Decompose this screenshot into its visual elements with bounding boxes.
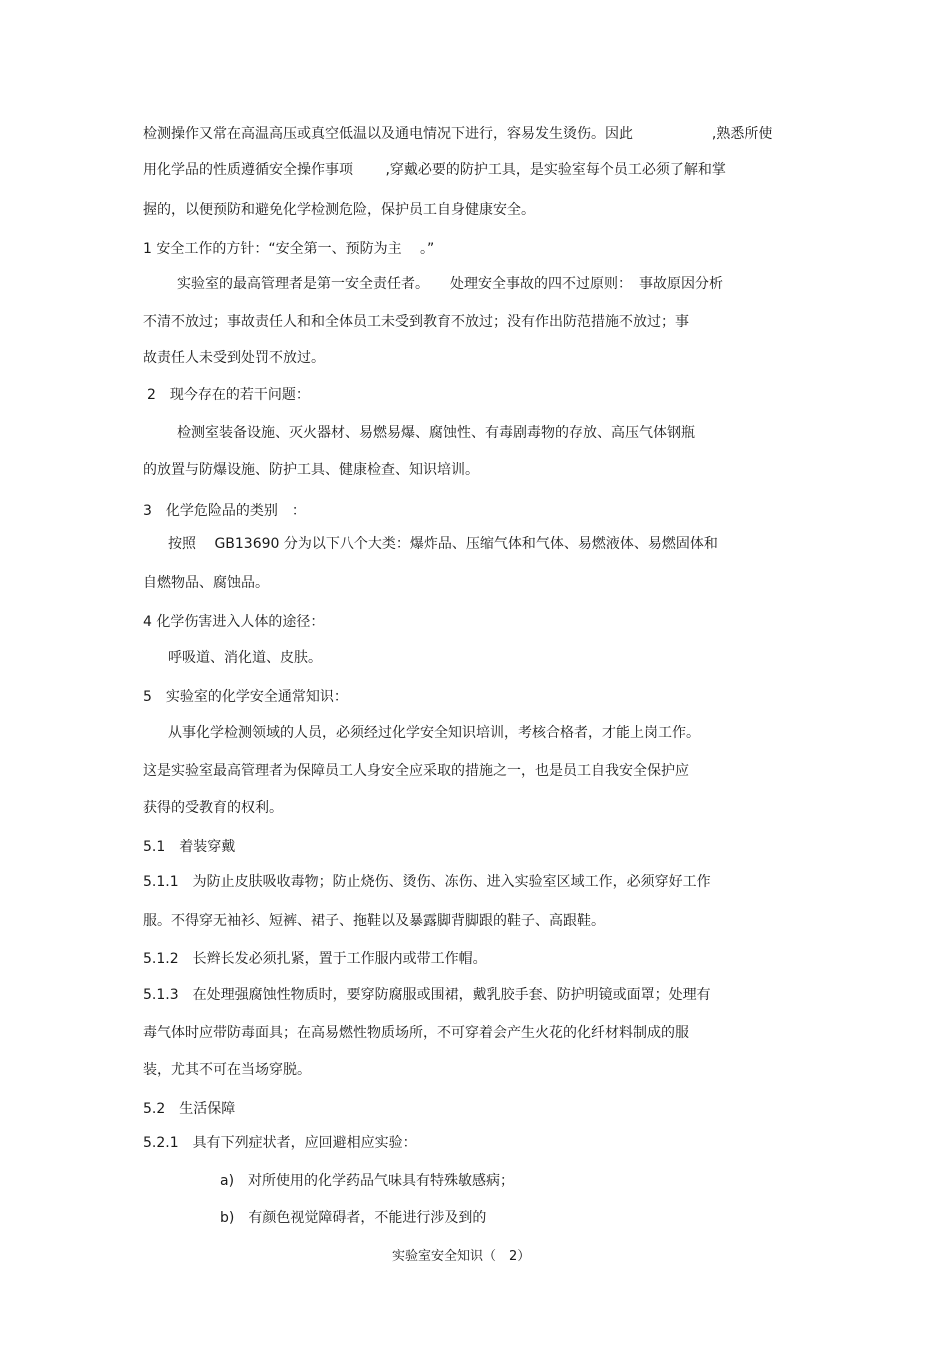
paragraph-line: 呼吸道、消化道、皮肤。 [168,650,322,666]
paragraph-line: 毒气体时应带防毒面具；在高易燃性物质场所，不可穿着会产生火花的化纤材料制成的服 [143,1025,689,1041]
paragraph-line: 获得的受教育的权利。 [143,800,283,816]
paragraph-line: 服。不得穿无袖衫、短裤、裙子、拖鞋以及暴露脚背脚跟的鞋子、高跟鞋。 [143,913,605,929]
section-heading: 5 实验室的化学安全通常知识： [143,689,348,705]
paragraph-line: 自燃物品、腐蚀品。 [143,575,269,591]
section-heading: 3 化学危险品的类别 ： [143,503,306,519]
paragraph-line: 5.1.2 长辫长发必须扎紧，置于工作服内或带工作帽。 [143,951,487,967]
list-item: a) 对所使用的化学药品气味具有特殊敏感病； [220,1173,515,1189]
page-footer: 实验室安全知识（ 2） [392,1249,531,1264]
paragraph-line: 装，尤其不可在当场穿脱。 [143,1062,311,1078]
paragraph-line: 这是实验室最高管理者为保障员工人身安全应采取的措施之一，也是员工自我安全保护应 [143,763,689,779]
paragraph-line: 检测室装备设施、灭火器材、易燃易爆、腐蚀性、有毒剧毒物的存放、高压气体钢瓶 [177,425,695,441]
paragraph-line: 按照 GB13690 分为以下八个大类：爆炸品、压缩气体和气体、易燃液体、易燃固体和 [168,536,718,552]
paragraph-line: 用化学品的性质遵循安全操作事项 ,穿戴必要的防护工具，是实验室每个员工必须了解和掌 [143,162,726,178]
paragraph-line: 从事化学检测领域的人员，必须经过化学安全知识培训，考核合格者，才能上岗工作。 [168,725,700,741]
paragraph-line: 握的，以便预防和避免化学检测危险，保护员工自身健康安全。 [143,202,535,218]
section-heading: 4 化学伤害进入人体的途径： [143,614,325,630]
paragraph-line: 的放置与防爆设施、防护工具、健康检查、知识培训。 [143,462,479,478]
paragraph-line: 5.2.1 具有下列症状者，应回避相应实验： [143,1135,417,1151]
paragraph-line: 5.1.3 在处理强腐蚀性物质时，要穿防腐服或围裙，戴乳胶手套、防护明镜或面罩；处理有 [143,987,711,1003]
paragraph-line: 实验室的最高管理者是第一安全责任者。 处理安全事故的四不过原则： 事故原因分析 [177,276,723,292]
paragraph-line: 故责任人未受到处罚不放过。 [143,350,325,366]
section-heading: 5.1 着装穿戴 [143,839,236,855]
paragraph-line: 5.1.1 为防止皮肤吸收毒物；防止烧伤、烫伤、冻伤、进入实验室区域工作，必须穿好工作 [143,874,711,890]
section-heading: 1 安全工作的方针：“安全第一、预防为主 。” [143,241,435,257]
paragraph-line: 不清不放过；事故责任人和和全体员工未受到教育不放过；没有作出防范措施不放过；事 [143,314,689,330]
section-heading: 5.2 生活保障 [143,1101,236,1117]
list-item: b) 有颜色视觉障碍者，不能进行涉及到的 [220,1210,487,1226]
section-heading: 2 现今存在的若干问题： [147,387,310,403]
paragraph-line: 检测操作又常在高温高压或真空低温以及通电情况下进行，容易发生烫伤。因此 ,熟悉所使 [143,126,773,142]
